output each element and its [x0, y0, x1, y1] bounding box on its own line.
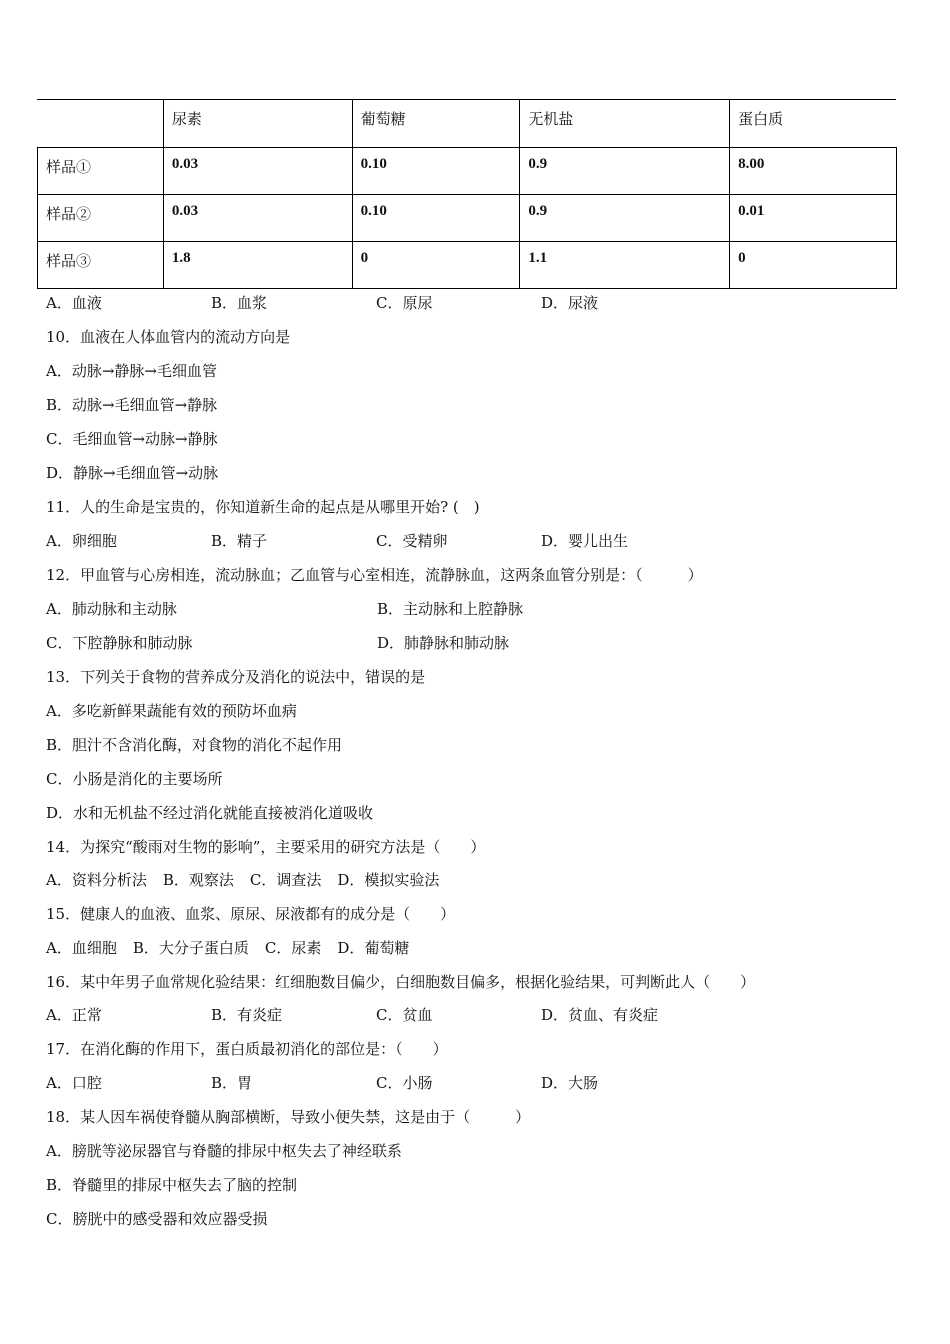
table-cell: 1.1 — [520, 241, 730, 288]
question-stem: 17．在消化酶的作用下，蛋白质最初消化的部位是：（ ） — [46, 1040, 448, 1058]
option: C．受精卵 — [376, 532, 448, 550]
option: B．血浆 — [211, 294, 268, 312]
option: B．胆汁不含消化酶，对食物的消化不起作用 — [46, 736, 343, 754]
option: B．有炎症 — [211, 1006, 283, 1024]
option: C．小肠是消化的主要场所 — [46, 770, 223, 788]
table-cell: 0.03 — [163, 147, 352, 194]
option: A．动脉→静脉→毛细血管 — [46, 362, 217, 380]
option: C．膀胱中的感受器和效应器受损 — [46, 1210, 268, 1228]
table-cell: 0 — [352, 241, 520, 288]
option: C．尿素 — [264, 939, 322, 957]
row-label: 样品③ — [38, 241, 164, 288]
table-cell: 0 — [730, 241, 897, 288]
option: D．肺静脉和肺动脉 — [377, 634, 510, 652]
option: D．尿液 — [541, 294, 599, 312]
option: C．下腔静脉和肺动脉 — [46, 634, 193, 652]
table-row — [38, 194, 897, 241]
option: B．观察法 — [162, 871, 234, 889]
option: A．资料分析法 — [46, 871, 147, 889]
q16-options — [46, 1004, 658, 1026]
option: A．正常 — [46, 1006, 102, 1024]
option: A．口腔 — [46, 1074, 102, 1092]
row-label: 样品② — [38, 194, 164, 241]
option: B．脊髓里的排尿中枢失去了脑的控制 — [46, 1176, 298, 1194]
option: C．调查法 — [249, 871, 322, 889]
table-cell: 0.9 — [520, 194, 730, 241]
option: B．主动脉和上腔静脉 — [377, 600, 524, 618]
q12-options-row1 — [46, 598, 523, 620]
option: A．血细胞 — [46, 939, 117, 957]
question-stem: 18．某人因车祸使脊髓从胸部横断，导致小便失禁，这是由于（ ） — [46, 1108, 531, 1126]
header-cell: 无机盐 — [520, 100, 730, 147]
q12-options-row2 — [46, 632, 509, 654]
table-header-row — [38, 100, 897, 147]
question-stem: 15．健康人的血液、血浆、原尿、尿液都有的成分是（ ） — [46, 905, 456, 923]
q9-options — [46, 292, 598, 314]
q15-options — [46, 937, 409, 959]
table-row — [38, 241, 897, 288]
table-cell: 0.10 — [352, 147, 520, 194]
option: B．胃 — [211, 1074, 253, 1092]
option: A．多吃新鲜果蔬能有效的预防坏血病 — [46, 702, 297, 720]
table-cell: 1.8 — [163, 241, 352, 288]
sample-table — [37, 100, 897, 289]
table-row — [38, 147, 897, 194]
option: A．膀胱等泌尿器官与脊髓的排尿中枢失去了神经联系 — [46, 1142, 402, 1160]
option: D．大肠 — [541, 1074, 599, 1092]
option: C．贫血 — [376, 1006, 433, 1024]
option: A．卵细胞 — [46, 532, 117, 550]
header-cell — [38, 100, 164, 147]
option: D．贫血、有炎症 — [541, 1006, 659, 1024]
question-stem: 10．血液在人体血管内的流动方向是 — [46, 328, 291, 346]
option: A．肺动脉和主动脉 — [46, 600, 177, 618]
question-stem: 11．人的生命是宝贵的，你知道新生命的起点是从哪里开始? ( ) — [46, 498, 480, 516]
question-stem: 16．某中年男子血常规化验结果：红细胞数目偏少，白细胞数目偏多，根据化验结果，可判断此人（ ） — [46, 973, 756, 991]
table-cell: 0.10 — [352, 194, 520, 241]
table-cell: 0.9 — [520, 147, 730, 194]
table-cell: 0.03 — [163, 194, 352, 241]
option: D．婴儿出生 — [541, 532, 629, 550]
option: D．葡萄糖 — [337, 939, 410, 957]
table-cell: 8.00 — [730, 147, 897, 194]
option: B．大分子蛋白质 — [132, 939, 249, 957]
question-stem: 13．下列关于食物的营养成分及消化的说法中，错误的是 — [46, 668, 426, 686]
option: B．动脉→毛细血管→静脉 — [46, 396, 218, 414]
q17-options — [46, 1072, 598, 1094]
option: C．小肠 — [376, 1074, 433, 1092]
option: D．静脉→毛细血管→动脉 — [46, 464, 219, 482]
option: C．原尿 — [376, 294, 433, 312]
table-cell: 0.01 — [730, 194, 897, 241]
option: D．模拟实验法 — [337, 871, 440, 889]
header-cell: 尿素 — [163, 100, 352, 147]
row-label: 样品① — [38, 147, 164, 194]
option: A．血液 — [46, 294, 102, 312]
q14-options — [46, 869, 439, 891]
header-cell: 蛋白质 — [730, 100, 897, 147]
question-stem: 12．甲血管与心房相连，流动脉血；乙血管与心室相连，流静脉血，这两条血管分别是：（ ） — [46, 566, 703, 584]
option: D．水和无机盐不经过消化就能直接被消化道吸收 — [46, 804, 374, 822]
header-cell: 葡萄糖 — [352, 100, 520, 147]
option: C．毛细血管→动脉→静脉 — [46, 430, 218, 448]
option: B．精子 — [211, 532, 268, 550]
question-stem: 14．为探究“酸雨对生物的影响”，主要采用的研究方法是（ ） — [46, 838, 486, 856]
q11-options — [46, 530, 628, 552]
